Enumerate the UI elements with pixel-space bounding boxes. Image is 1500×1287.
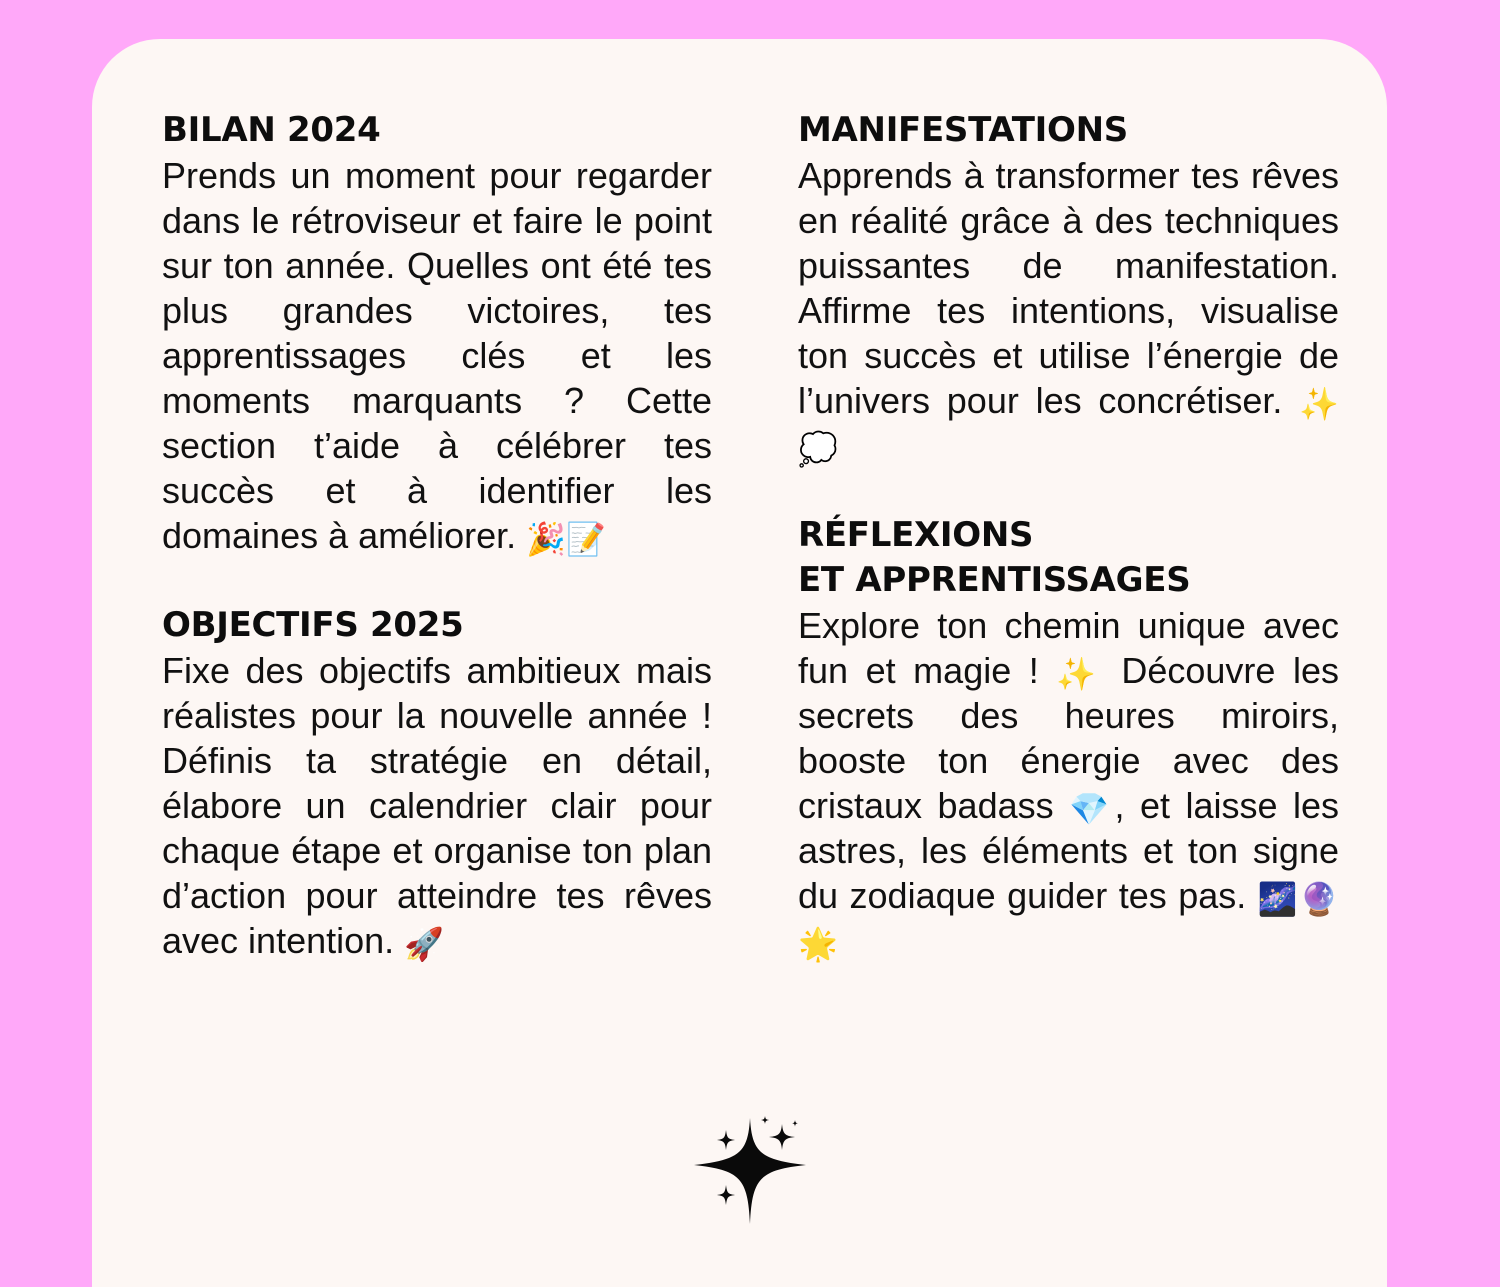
right-column — [798, 108, 1339, 963]
section-title-line-1: RÉFLEXIONS — [798, 515, 1034, 555]
left-column — [162, 108, 712, 963]
section-title: OBJECTIFS 2025 — [162, 605, 464, 645]
sparkles-thought-bubble-icon: ✨💭 — [798, 385, 1339, 468]
section-body-text-2: Découvre les secrets des heures miroirs, booste ton énergie avec des cristaux badass — [798, 650, 1339, 826]
section-title: BILAN 2024 — [162, 110, 381, 150]
gem-icon: 💎 — [1069, 790, 1115, 828]
section-body-text-3: , et laisse les astres, les éléments et ton signe du zodiaque guider tes pas. — [798, 785, 1340, 916]
milky-way-crystal-ball-star-icon: 🌌🔮🌟 — [798, 880, 1339, 963]
section-title-line-2: ET APPRENTISSAGES — [798, 560, 1191, 600]
section-title — [798, 513, 1339, 603]
sparkles-icon — [694, 1112, 806, 1228]
sparkles-icon: ✨ — [1056, 655, 1104, 693]
section-body — [798, 603, 1339, 963]
section-objectifs-2025 — [162, 603, 712, 963]
party-popper-memo-icon: 🎉📝 — [526, 520, 606, 558]
section-body — [162, 153, 712, 558]
section-title: MANIFESTATIONS — [798, 110, 1128, 150]
section-body-text: Fixe des objectifs ambitieux mais réalistes pour la nouvelle année ! Définis ta stratégie en détail, élabore un calendrier clair pour chaque étape et organise ton plan d’action pour atteindre tes rêves avec intention. — [162, 650, 712, 961]
small-sparkle-bottom-left — [717, 1185, 735, 1205]
small-sparkle-top-right — [769, 1124, 795, 1150]
section-body-text-1: Explore ton chemin unique avec fun et magie ! — [798, 605, 1339, 691]
big-sparkle — [694, 1118, 806, 1224]
section-manifestations — [798, 108, 1339, 468]
small-sparkle-left — [717, 1130, 735, 1150]
section-body-text: Apprends à transformer tes rêves en réalité grâce à des techniques puissantes de manifestation. Affirme tes intentions, visualise ton succès et utilise l’énergie de l’univers pour les concrétiser. — [798, 155, 1339, 421]
tiny-sparkle-top — [761, 1116, 769, 1124]
section-body — [162, 648, 712, 963]
section-bilan-2024 — [162, 108, 712, 558]
tiny-sparkle-right — [792, 1120, 798, 1127]
rocket-icon: 🚀 — [404, 925, 445, 963]
section-body-text: Prends un moment pour regarder dans le rétroviseur et faire le point sur ton année. Quelles ont été tes plus grandes victoires, tes apprentissages clés et les moments marquants ? Cette section t’aide à célébrer tes succès et à identifier les domaines à améliorer. — [162, 155, 712, 556]
section-body — [798, 153, 1339, 468]
section-reflexions — [798, 513, 1339, 963]
